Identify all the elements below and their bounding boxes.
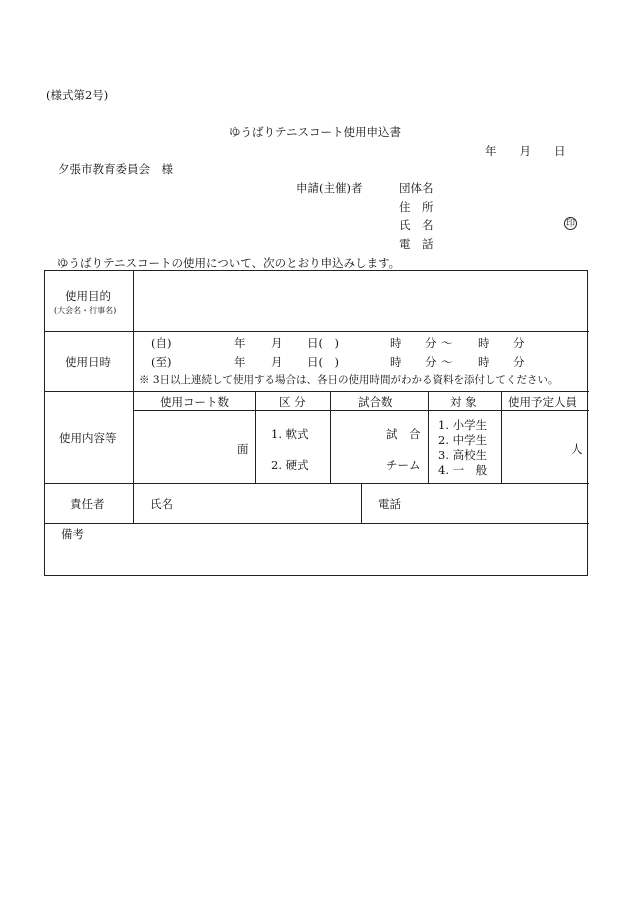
responsible-name-label: 氏名	[150, 497, 173, 511]
from-year-label: 年	[234, 336, 246, 350]
division-hard[interactable]: 2. 硬式	[271, 458, 309, 472]
target-junior-high[interactable]: 2. 中学生	[438, 433, 488, 447]
header-expected-people: 使用予定人員	[508, 395, 577, 409]
from-start-hour-label: 時	[390, 336, 402, 350]
application-table	[44, 270, 588, 576]
header-court-count: 使用コート数	[160, 395, 229, 409]
from-tilde: ～	[441, 336, 453, 350]
to-month-label: 月	[271, 355, 283, 369]
from-start-minute-label: 分	[425, 336, 437, 350]
from-day-label: 日( )	[307, 336, 339, 350]
from-month-label: 月	[271, 336, 283, 350]
header-division: 区 分	[279, 395, 306, 409]
match-unit-teams: チーム	[386, 458, 421, 472]
to-year-label: 年	[234, 355, 246, 369]
target-high-school[interactable]: 3. 高校生	[438, 448, 488, 462]
to-end-minute-label: 分	[513, 355, 525, 369]
purpose-input[interactable]	[134, 272, 588, 331]
addressee: 夕張市教育委員会 様	[58, 162, 173, 176]
responsible-label: 責任者	[70, 497, 105, 511]
to-start-minute-label: 分	[425, 355, 437, 369]
applicant-label: 申請(主催)者	[296, 181, 363, 195]
remarks-label: 備考	[61, 527, 84, 541]
name-label: 氏 名	[399, 218, 434, 232]
remarks-input[interactable]	[46, 543, 588, 575]
group-name-label: 団体名	[399, 181, 434, 195]
seal-mark: 印	[565, 219, 575, 229]
header-match-count: 試合数	[358, 395, 393, 409]
division-soft[interactable]: 1. 軟式	[271, 427, 309, 441]
to-day-label: 日( )	[307, 355, 339, 369]
form-title: ゆうばりテニスコート使用申込書	[229, 125, 402, 139]
usage-label: 使用内容等	[59, 431, 117, 445]
people-unit: 人	[571, 442, 583, 456]
to-tilde: ～	[441, 355, 453, 369]
schedule-to: (至)	[151, 355, 172, 369]
target-general[interactable]: 4. 一 般	[438, 463, 488, 477]
to-start-hour-label: 時	[390, 355, 402, 369]
purpose-sublabel: (大会名・行事名)	[54, 306, 117, 315]
responsible-phone-label: 電話	[378, 497, 401, 511]
date-line: 年 月 日	[485, 144, 566, 158]
schedule-from: (自)	[151, 336, 172, 350]
address-label: 住 所	[399, 200, 434, 214]
phone-label: 電 話	[399, 237, 434, 251]
from-end-minute-label: 分	[513, 336, 525, 350]
match-unit-games: 試 合	[386, 427, 421, 441]
to-end-hour-label: 時	[478, 355, 490, 369]
target-elementary[interactable]: 1. 小学生	[438, 418, 488, 432]
purpose-label: 使用目的	[65, 289, 111, 303]
from-end-hour-label: 時	[478, 336, 490, 350]
header-target: 対 象	[450, 395, 477, 409]
form-number: (様式第2号)	[46, 88, 109, 102]
court-unit: 面	[237, 442, 249, 456]
intro-text: ゆうばりテニスコートの使用について、次のとおり申込みします。	[57, 256, 401, 270]
schedule-label: 使用日時	[65, 355, 111, 369]
schedule-note: ※ 3日以上連続して使用する場合は、各日の使用時間がわかる資料を添付してください。	[139, 374, 559, 386]
